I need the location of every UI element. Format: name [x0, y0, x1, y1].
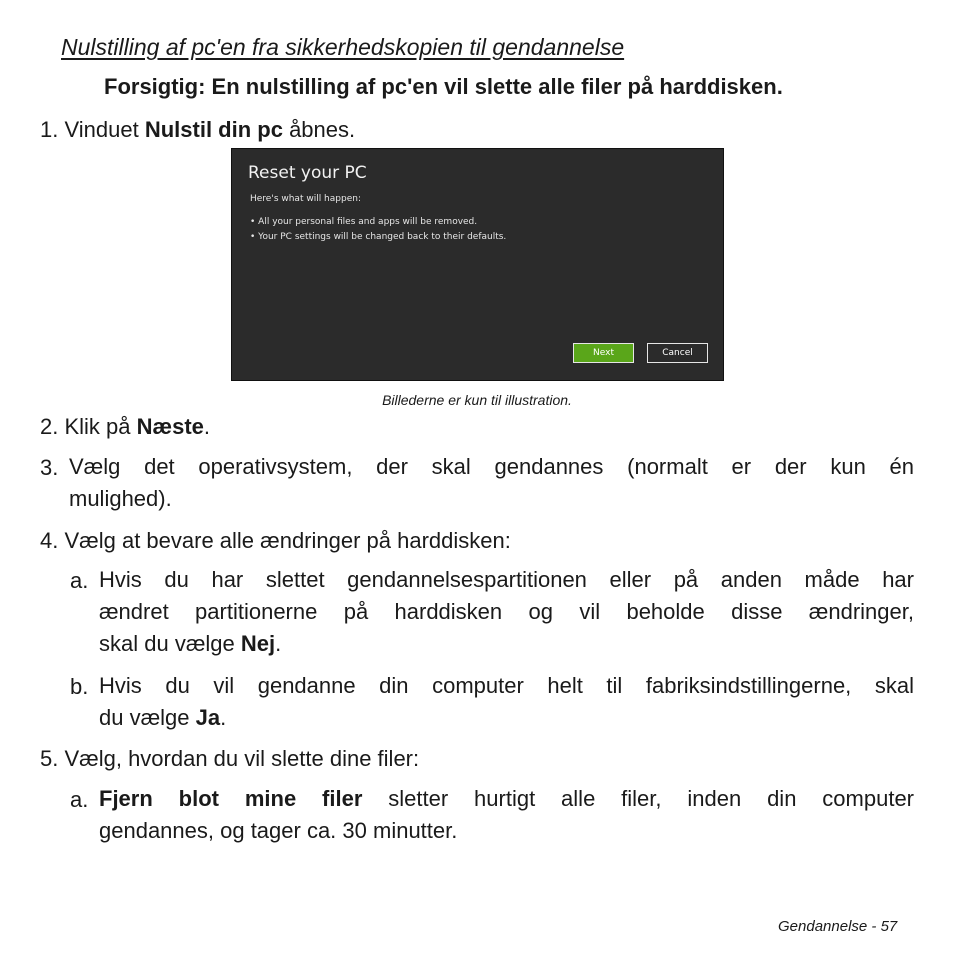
step-text-line3	[99, 628, 914, 660]
substep-letter: a.	[70, 787, 89, 812]
next-button[interactable]: Next	[573, 343, 634, 363]
page-footer: Gendannelse - 57	[778, 918, 898, 935]
step-text-bold: Ja	[195, 705, 221, 730]
step-1	[40, 117, 355, 143]
step-text: Vælg det operativsystem, der skal gendannes (normalt er der kun én	[69, 454, 914, 479]
step-text-post: sletter hurtigt alle filer, inden din computer	[362, 786, 915, 811]
step-text-post: .	[275, 631, 282, 656]
step-4a	[99, 564, 914, 660]
step-4b	[99, 670, 914, 734]
reset-pc-screenshot	[231, 148, 724, 381]
step-text-pre: du vælge	[99, 705, 196, 730]
step-text-line1	[99, 783, 914, 815]
step-text: Hvis du har slettet gendannelsespartitionen eller på anden måde har	[99, 567, 914, 592]
step-text: Vælg at bevare alle ændringer på harddisken:	[64, 528, 511, 553]
step-text-pre: Vinduet	[64, 117, 145, 142]
step-text-post: åbnes.	[282, 117, 356, 142]
step-text-bold: Fjern blot mine filer	[99, 786, 363, 811]
step-text-pre: Klik på	[64, 414, 137, 439]
step-2	[40, 414, 210, 440]
cancel-button[interactable]: Cancel	[647, 343, 708, 363]
step-number: 1.	[40, 117, 59, 142]
step-text-bold: Næste	[136, 414, 204, 439]
step-number: 4.	[40, 528, 59, 553]
substep-letter: a.	[70, 568, 89, 593]
screenshot-title: Reset your PC	[248, 163, 367, 183]
warning-text: Forsigtig: En nulstilling af pc'en vil slette alle filer på harddisken.	[104, 74, 783, 99]
step-text: mulighed).	[69, 486, 172, 511]
step-5	[40, 746, 419, 772]
screenshot-subtitle: Here's what will happen:	[250, 194, 361, 204]
step-number: 3.	[40, 455, 59, 480]
step-3	[69, 451, 914, 515]
section-title: Nulstilling af pc'en fra sikkerhedskopien til gendannelse	[61, 34, 625, 60]
step-text-pre: skal du vælge	[99, 631, 241, 656]
substep-letter: b.	[70, 674, 89, 699]
step-text: ændret partitionerne på harddisken og vil beholde disse ændringer,	[99, 599, 914, 624]
image-caption: Billederne er kun til illustration.	[382, 392, 572, 408]
step-text-bold: Nulstil din pc	[144, 117, 283, 142]
step-text-post: .	[203, 414, 211, 439]
step-4	[40, 528, 511, 554]
screenshot-bullet: • All your personal files and apps will be removed.	[250, 217, 478, 227]
step-number: 2.	[40, 414, 59, 439]
step-text: gendannes, og tager ca. 30 minutter.	[99, 818, 458, 843]
step-5a	[99, 783, 914, 847]
screenshot-bullet: • Your PC settings will be changed back to their defaults.	[250, 232, 507, 242]
step-text: Hvis du vil gendanne din computer helt til fabriksindstillingerne, skal	[99, 673, 914, 698]
step-text-post: .	[220, 705, 227, 730]
step-text-line2	[99, 702, 914, 734]
step-number: 5.	[40, 746, 59, 771]
step-text-bold: Nej	[240, 631, 276, 656]
step-text: Vælg, hvordan du vil slette dine filer:	[64, 746, 420, 771]
